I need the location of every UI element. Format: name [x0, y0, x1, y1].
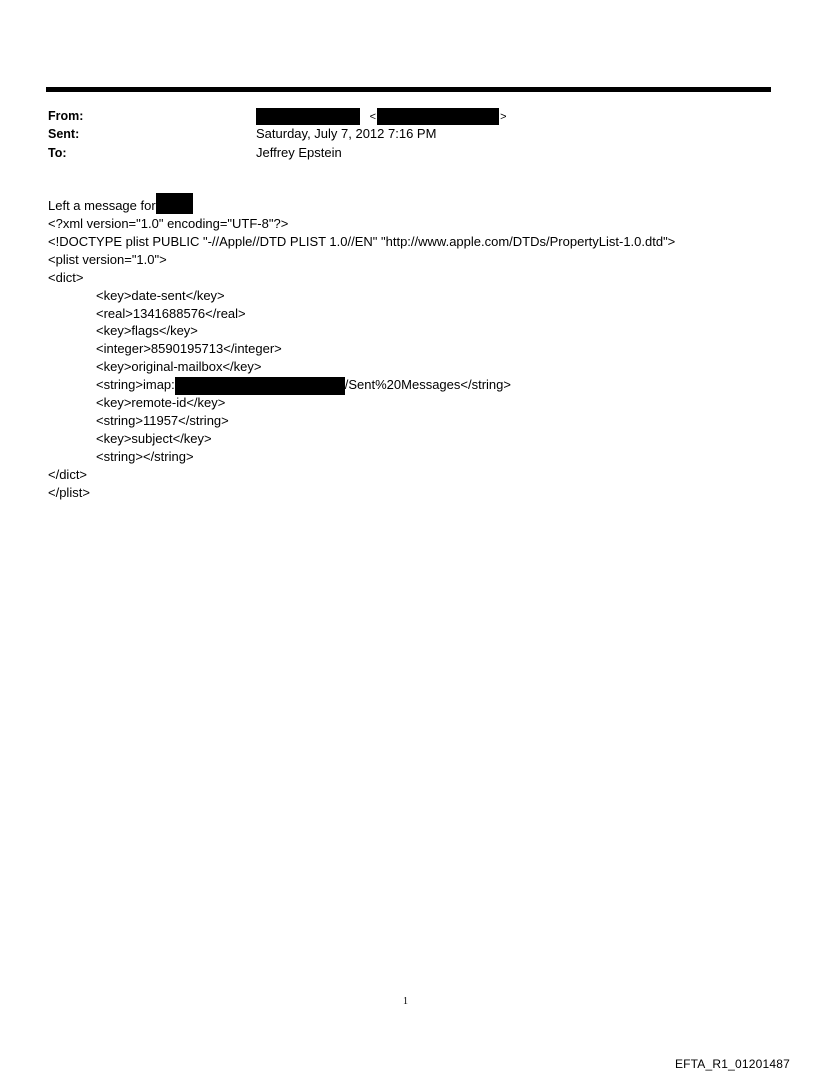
to-value: Jeffrey Epstein — [256, 145, 342, 160]
to-label: To: — [48, 146, 67, 160]
from-value — [256, 108, 507, 125]
xml-line: <?xml version="1.0" encoding="UTF-8"?> — [48, 216, 289, 231]
xml-line: <key>flags</key> — [96, 323, 198, 338]
xml-line: <string>11957</string> — [96, 413, 229, 428]
xml-line: <!DOCTYPE plist PUBLIC "-//Apple//DTD PLIST 1.0//EN" "http://www.apple.com/DTDs/PropertyList-1.0.dtd"> — [48, 234, 676, 249]
sent-value: Saturday, July 7, 2012 7:16 PM — [256, 126, 437, 141]
body-intro-line — [48, 197, 193, 215]
body-intro: Left a message for — [48, 198, 156, 213]
xml-line: <integer>8590195713</integer> — [96, 341, 282, 356]
xml-line: <key>subject</key> — [96, 431, 212, 446]
xml-line: <dict> — [48, 270, 84, 285]
xml-line: <string></string> — [96, 449, 194, 464]
sent-label: Sent: — [48, 127, 80, 141]
xml-line-redacted — [96, 376, 511, 395]
xml-line: <real>1341688576</real> — [96, 306, 246, 321]
xml-line: <key>original-mailbox</key> — [96, 359, 262, 374]
xml-fragment: /Sent%20Messages</string> — [344, 377, 511, 392]
from-label: From: — [48, 109, 84, 123]
xml-line: <key>date-sent</key> — [96, 288, 225, 303]
redaction-box — [377, 108, 499, 125]
xml-fragment: <string>imap: — [96, 377, 175, 392]
redaction-box — [175, 377, 345, 395]
xml-line: <key>remote-id</key> — [96, 395, 226, 410]
xml-line: <plist version="1.0"> — [48, 252, 167, 267]
from-lt: < — [369, 111, 377, 123]
header-rule — [46, 87, 771, 92]
from-gt: > — [500, 111, 507, 123]
redaction-box — [156, 193, 193, 214]
xml-line: </dict> — [48, 467, 88, 482]
bates-number: EFTA_R1_01201487 — [674, 1057, 790, 1071]
xml-line: </plist> — [48, 485, 90, 500]
page-number: 1 — [403, 996, 408, 1007]
redaction-box — [256, 108, 360, 125]
